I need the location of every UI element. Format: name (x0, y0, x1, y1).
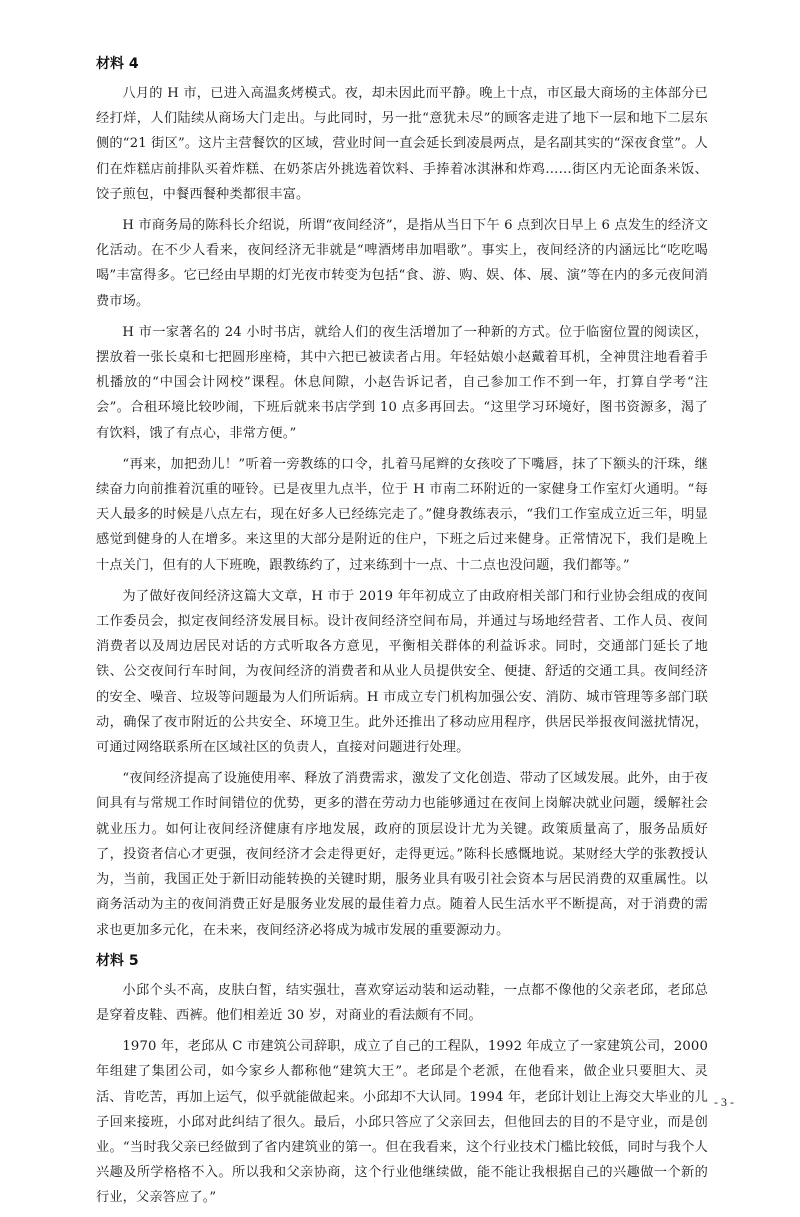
paragraph: “夜间经济提高了设施使用率、释放了消费需求，激发了文化创造、带动了区域发展。此外，由于夜间具有与常规工作时间错位的优势，更多的潜在劳动力也能够通过在夜间上岗解决就业问题，缓解社会就业压力。如何让夜间经济健康有序地发展，政府的顶层设计尤为关键。政策质量高了，服务品质好了，投资者信心才更强，夜间经济才会走得更好，走得更远。”陈科长感慨地说。某财经大学的张教授认为，当前，我国正处于新旧动能转换的关键时期，服务业具有吸引社会资本与居民消费的双重属性。以商务活动为主的夜间消费正好是服务业发展的最佳着力点。随着人民生活水平不断提高，对于消费的需求也更加多元化，在未来，夜间经济必将成为城市发展的重要源动力。 (96, 771, 708, 938)
section-material-5 (96, 949, 708, 1211)
paragraph: 1970 年，老邱从 C 市建筑公司辞职，成立了自己的工程队，1992 年成立了一家建筑公司，2000 年组建了集团公司，如今家乡人都称他“建筑大王”。老邱是个老派，在他看来，做企业只要胆大、灵活、肯吃苦，再加上运气，似乎就能做起来。小邱却不大认同。1994 年，老邱计划让上海交大毕业的儿子回来接班，小邱对此纠结了很久。最后，小邱只答应了父亲回去，但他回去的目的不是守业，而是创业。“当时我父亲已经做到了省内建筑业的第一。但在我看来，这个行业技术门槛比较低，同时与我个人兴趣及所学格格不入。所以我和父亲协商，这个行业他继续做，能不能让我根据自己的兴趣做一个新的行业，父亲答应了。” (96, 1039, 709, 1206)
section-heading: 材料 5 (96, 952, 139, 969)
paragraph: “再来，加把劲儿！”听着一旁教练的口令，扎着马尾辫的女孩咬了下嘴唇，抹了下额头的汗珠，继续奋力向前推着沉重的哑铃。已是夜里九点半，位于 H 市南二环附近的一家健身工作室灯火通明。“每天人最多的时候是八点左右，现在好多人已经练完走了。”健身教练表示，“我们工作室成立近三年，明显感觉到健身的人在增多。来这里的大部分是附近的住户，下班之后过来健身。正常情况下，我们是晚上十点关门，但有的人下班晚，跟教练约了，过来练到十一点、十二点也没问题，我们都等。” (96, 456, 708, 573)
paragraph: 八月的 H 市，已进入高温炙烤模式。夜，却未因此而平静。晚上十点，市区最大商场的主体部分已经打烊，人们陆续从商场大门走出。与此同时，另一批“意犹未尽”的顾客走进了地下一层和地下二层东侧的“21 街区”。这片主营餐饮的区域，营业时间一直会延长到凌晨两点，是名副其实的“深夜食堂”。人们在炸糕店前排队买着炸糕、在奶茶店外挑选着饮料、手捧着冰淇淋和炸鸡……街区内无论面条米饭、饺子煎包，中餐西餐种类都很丰富。 (96, 86, 708, 202)
section-material-4 (96, 52, 708, 943)
document-body (96, 52, 708, 1217)
page-number: - 3 - (714, 1095, 734, 1109)
paragraph: H 市商务局的陈科长介绍说，所谓“夜间经济”，是指从当日下午 6 点到次日早上 6 点发生的经济文化活动。在不少人看来，夜间经济无非就是“啤酒烤串加唱歌”。事实上，夜间经济的内涵远比“吃吃喝喝”丰富得多。它已经由早期的灯光夜市转变为包括“食、游、购、娱、体、展、演”等在内的多元夜间消费市场。 (96, 218, 708, 309)
paragraph: H 市一家著名的 24 小时书店，就给人们的夜生活增加了一种新的方式。位于临窗位置的阅读区，摆放着一张长桌和七把圆形座椅，其中六把已被读者占用。年轻姑娘小赵戴着耳机，全神贯注地看着手机播放的“中国会计网校”课程。休息间隙，小赵告诉记者，自己参加工作不到一年，打算自学考“注会”。合租环境比较吵闹，下班后就来书店学到 10 点多再回去。“这里学习环境好，图书资源多，渴了有饮料，饿了有点心，非常方便。” (96, 324, 708, 441)
section-heading: 材料 4 (96, 56, 139, 72)
paragraph: 小邱个头不高，皮肤白皙，结实强壮，喜欢穿运动装和运动鞋，一点都不像他的父亲老邱，老邱总是穿着皮鞋、西裤。他们相差近 30 岁，对商业的看法颇有不同。 (96, 982, 708, 1023)
paragraph: 为了做好夜间经济这篇大文章，H 市于 2019 年年初成立了由政府相关部门和行业协会组成的夜间工作委员会，拟定夜间经济发展目标。设计夜间经济空间布局，并通过与场地经营者、工作人员、夜间消费者以及周边居民对话的方式听取各方意见，平衡相关群体的利益诉求。同时，交通部门延长了地铁、公交夜间行车时间，为夜间经济的消费者和从业人员提供安全、便捷、舒适的交通工具。夜间经济的安全、噪音、垃圾等问题最为人们所诟病。H 市成立专门机构加强公安、消防、城市管理等多部门联动，确保了夜市附近的公共安全、环境卫生。此外还推出了移动应用程序，供居民举报夜间滋扰情况，可通过网络联系所在区域社区的负责人，直接对问题进行处理。 (96, 588, 708, 756)
